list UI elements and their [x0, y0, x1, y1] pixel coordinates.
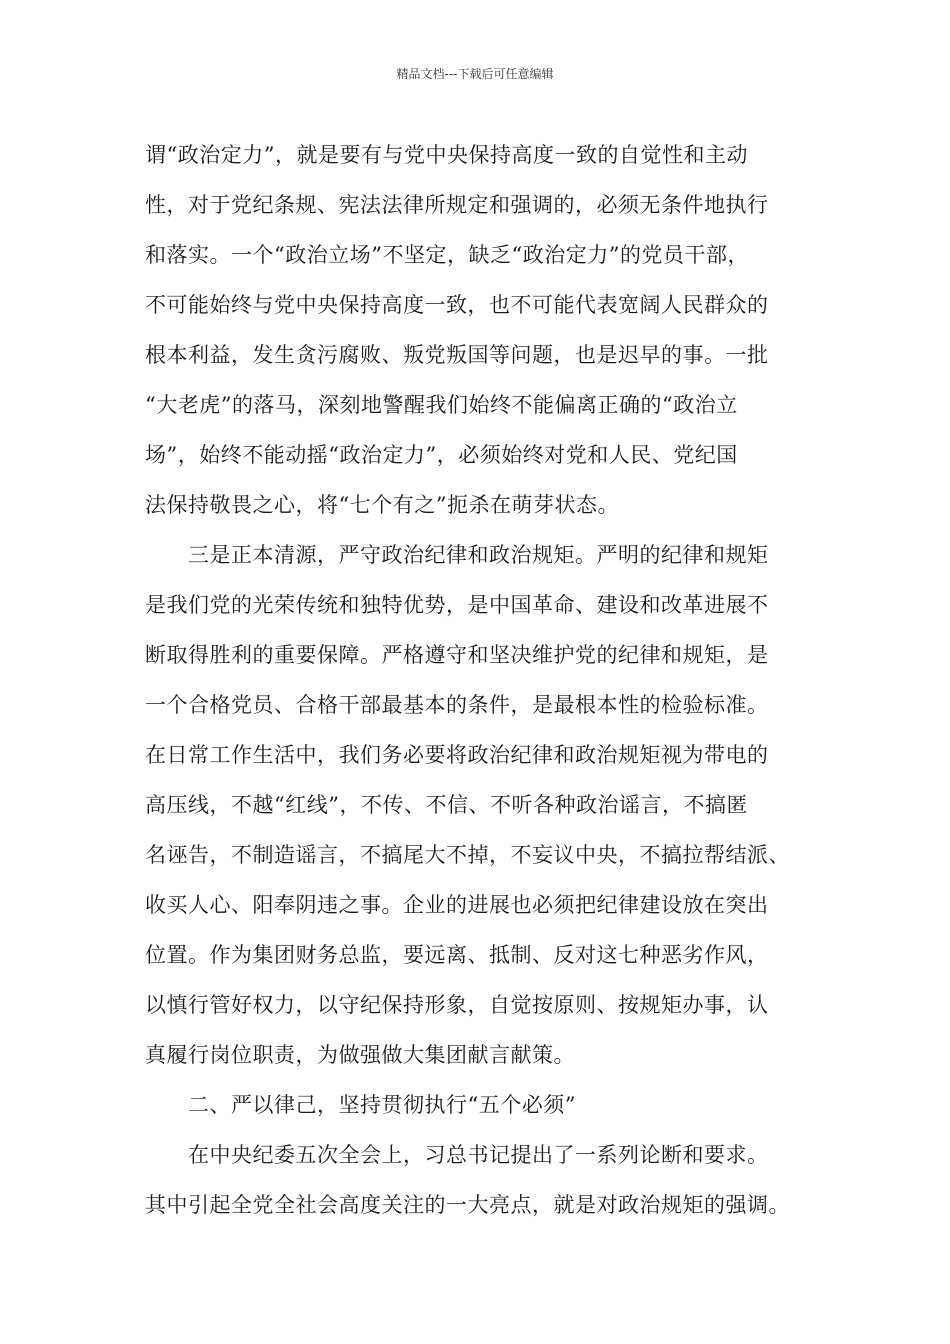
text-line: 根本利益，发生贪污腐败、叛党叛国等问题，也是迟早的事。一批	[145, 343, 769, 367]
text-line: 断取得胜利的重要保障。严格遵守和坚决维护党的纪律和规矩，是	[145, 643, 769, 667]
text-line: 三是正本清源，严守政治纪律和政治规矩。严明的纪律和规矩	[145, 543, 769, 567]
text-line: 谓“政治定力”，就是要有与党中央保持高度一致的自觉性和主动	[145, 143, 748, 167]
text-line: 法保持敬畏之心，将“七个有之”扼杀在萌芽状态。	[145, 493, 619, 517]
text-line: 和落实。一个“政治立场”不坚定，缺乏“政治定力”的党员干部，	[145, 243, 749, 267]
text-line: 高压线，不越“红线”，不传、不信、不听各种政治谣言，不搞匿	[145, 793, 748, 817]
section-heading: 二、严以律己，坚持贯彻执行“五个必须”	[145, 1093, 576, 1117]
text-line: “大老虎”的落马，深刻地警醒我们始终不能偏离正确的“政治立	[145, 393, 738, 417]
text-line: 位置。作为集团财务总监，要远离、抵制、反对这七种恶劣作风，	[145, 943, 769, 967]
text-line: 场”，始终不能动摇“政治定力”，必须始终对党和人民、党纪国	[145, 443, 738, 467]
text-line: 性，对于党纪条规、宪法法律所规定和强调的，必须无条件地执行	[145, 193, 769, 217]
text-line: 一个合格党员、合格干部最基本的条件，是最根本性的检验标准。	[145, 693, 769, 717]
page-header: 精品文档---下载后可任意编辑	[396, 67, 554, 81]
text-line: 名诬告，不制造谣言，不搞尾大不掉，不妄议中央，不搞拉帮结派、	[145, 843, 790, 867]
text-line: 在日常工作生活中，我们务必要将政治纪律和政治规矩视为带电的	[145, 743, 769, 767]
text-line: 其中引起全党全社会高度关注的一大亮点，就是对政治规矩的强调。	[145, 1193, 790, 1217]
text-line: 是我们党的光荣传统和独特优势，是中国革命、建设和改革进展不	[145, 593, 769, 617]
text-line: 收买人心、阳奉阴违之事。企业的进展也必须把纪律建设放在突出	[145, 893, 769, 917]
text-line: 真履行岗位职责，为做强做大集团献言献策。	[145, 1043, 575, 1067]
text-line: 不可能始终与党中央保持高度一致，也不可能代表宽阔人民群众的	[145, 293, 769, 317]
text-line: 以慎行管好权力，以守纪保持形象，自觉按原则、按规矩办事，认	[145, 993, 769, 1017]
text-line: 在中央纪委五次全会上，习总书记提出了一系列论断和要求。	[145, 1143, 769, 1167]
document-body	[145, 130, 835, 1230]
